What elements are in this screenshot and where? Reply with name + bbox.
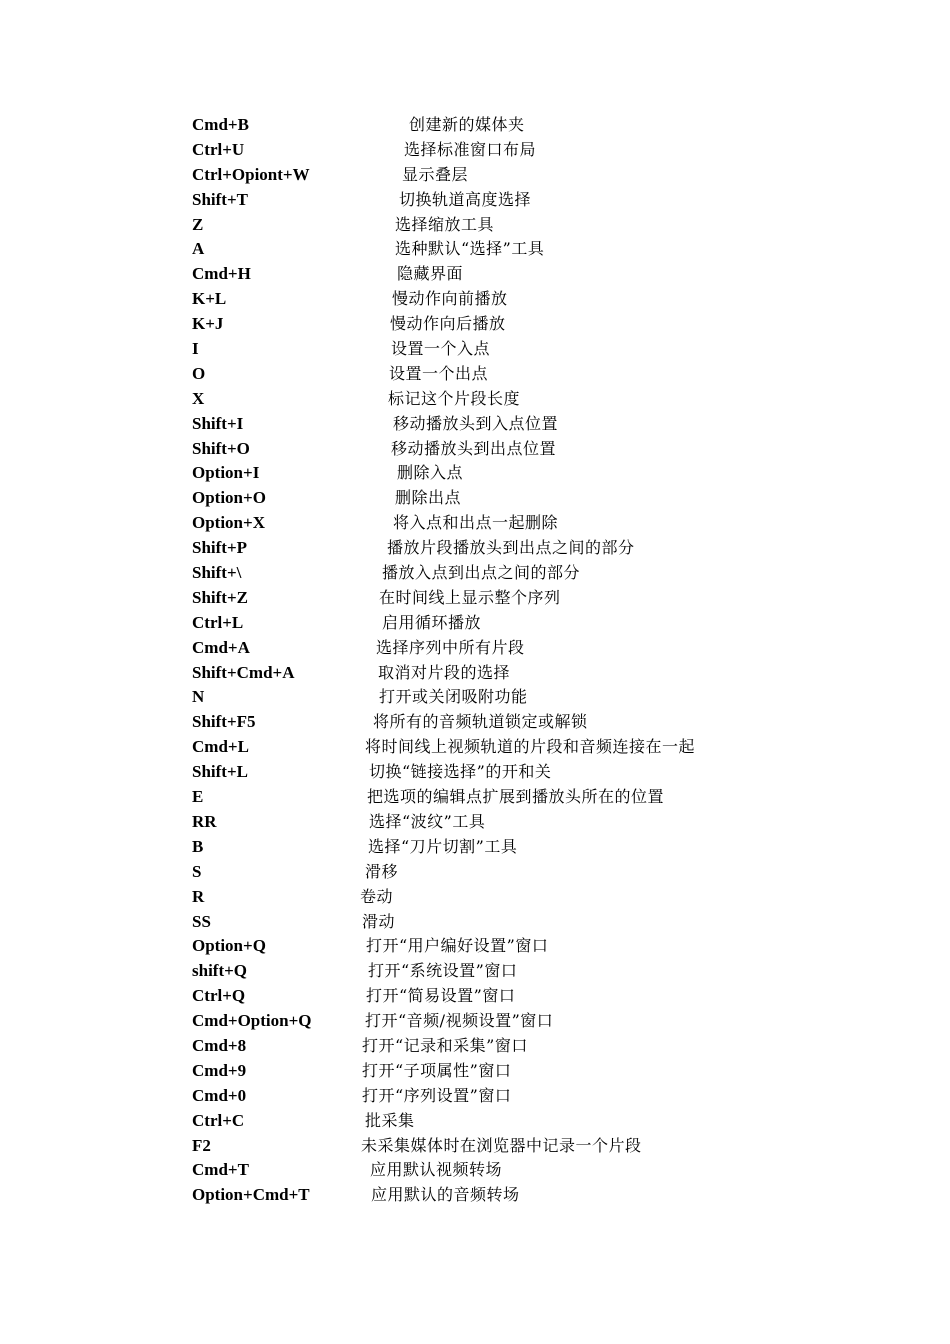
shortcut-list (0, 113, 950, 1208)
shortcut-description: 卷动 (360, 886, 394, 906)
shortcut-description: 选择“波纹”工具 (369, 811, 486, 831)
shortcut-row (0, 1034, 950, 1059)
shortcut-description: 慢动作向后播放 (390, 314, 506, 334)
shortcut-description: 应用默认的音频转场 (371, 1185, 520, 1205)
shortcut-key: Cmd+L (192, 737, 249, 757)
shortcut-key: Cmd+T (192, 1160, 249, 1180)
shortcut-description: 将所有的音频轨道锁定或解锁 (373, 712, 588, 732)
shortcut-description: 移动播放头到入点位置 (393, 413, 559, 433)
shortcut-description: 打开“系统设置”窗口 (368, 961, 518, 981)
shortcut-row (0, 1059, 950, 1084)
shortcut-row (0, 910, 950, 935)
shortcut-row (0, 785, 950, 810)
shortcut-row (0, 760, 950, 785)
shortcut-key: Ctrl+Opiont+W (192, 164, 310, 184)
shortcut-description: 打开“记录和采集”窗口 (362, 1035, 528, 1055)
shortcut-key: K+L (192, 289, 227, 309)
shortcut-key: Shift+T (192, 189, 248, 209)
shortcut-description: 选种默认“选择”工具 (395, 239, 545, 259)
shortcut-key: F2 (192, 1135, 211, 1155)
shortcut-key: Shift+O (192, 438, 250, 458)
shortcut-description: 选择序列中所有片段 (376, 637, 525, 657)
shortcut-row (0, 337, 950, 362)
shortcut-row (0, 1134, 950, 1159)
shortcut-description: 创建新的媒体夹 (409, 115, 525, 134)
shortcut-row (0, 959, 950, 984)
shortcut-key: Shift+P (192, 538, 248, 558)
shortcut-description: 打开“用户编好设置”窗口 (366, 936, 549, 956)
shortcut-row (0, 710, 950, 735)
shortcut-key: Shift+Cmd+A (192, 662, 295, 682)
shortcut-description: 播放入点到出点之间的部分 (382, 563, 581, 583)
shortcut-key: Option+X (192, 513, 265, 533)
shortcut-description: 打开或关闭吸附功能 (379, 687, 528, 707)
shortcut-key: Cmd+Option+Q (192, 1011, 312, 1031)
shortcut-key: Ctrl+C (192, 1110, 245, 1130)
shortcut-description: 切换轨道高度选择 (399, 189, 532, 209)
shortcut-key: X (192, 388, 205, 408)
shortcut-row (0, 860, 950, 885)
shortcut-key: Ctrl+U (192, 139, 245, 159)
shortcut-row (0, 1109, 950, 1134)
shortcut-key: R (192, 886, 205, 906)
shortcut-description: 未采集媒体时在浏览器中记录一个片段 (361, 1135, 642, 1155)
shortcut-key: Cmd+H (192, 264, 251, 284)
shortcut-description: 打开“音频/视频设置”窗口 (365, 1011, 554, 1031)
shortcut-description: 把选项的编辑点扩展到播放头所在的位置 (367, 787, 665, 807)
shortcut-key: RR (192, 811, 217, 831)
shortcut-row (0, 984, 950, 1009)
shortcut-key: Shift+I (192, 413, 244, 433)
shortcut-row (0, 237, 950, 262)
shortcut-row (0, 1183, 950, 1208)
shortcut-description: 设置一个入点 (391, 339, 491, 359)
shortcut-key: Cmd+A (192, 637, 250, 657)
shortcut-row (0, 113, 950, 138)
shortcut-description: 选择“刀片切割”工具 (368, 836, 518, 856)
shortcut-key: K+J (192, 314, 224, 334)
shortcut-key: Shift+Z (192, 587, 248, 607)
shortcut-description: 打开“序列设置”窗口 (362, 1085, 512, 1105)
shortcut-row (0, 934, 950, 959)
shortcut-description: 删除出点 (395, 488, 462, 508)
shortcut-row (0, 262, 950, 287)
shortcut-row (0, 437, 950, 462)
shortcut-key: S (192, 861, 202, 881)
shortcut-row (0, 636, 950, 661)
shortcut-description: 应用默认视频转场 (370, 1160, 503, 1180)
shortcut-description: 打开“子项属性”窗口 (362, 1060, 512, 1080)
shortcut-description: 将入点和出点一起删除 (393, 513, 559, 533)
shortcut-row (0, 188, 950, 213)
shortcut-key: Shift+\ (192, 563, 242, 583)
shortcut-key: E (192, 787, 204, 807)
shortcut-description: 滑移 (365, 861, 399, 881)
shortcut-key: Ctrl+L (192, 612, 244, 632)
shortcut-description: 设置一个出点 (389, 363, 489, 383)
shortcut-row (0, 312, 950, 337)
shortcut-description: 将时间线上视频轨道的片段和音频连接在一起 (365, 737, 696, 757)
shortcut-row (0, 1158, 950, 1183)
shortcut-description: 启用循环播放 (382, 612, 482, 632)
shortcut-description: 取消对片段的选择 (378, 662, 511, 682)
shortcut-key: Cmd+9 (192, 1060, 247, 1080)
shortcut-description: 慢动作向前播放 (392, 289, 508, 309)
shortcut-key: SS (192, 911, 211, 931)
shortcut-description: 批采集 (365, 1110, 415, 1130)
shortcut-description: 选择缩放工具 (395, 214, 495, 234)
shortcut-key: Ctrl+Q (192, 986, 246, 1006)
shortcut-row (0, 163, 950, 188)
shortcut-key: Cmd+8 (192, 1035, 247, 1055)
shortcut-row (0, 536, 950, 561)
shortcut-key: Cmd+B (192, 115, 249, 134)
shortcut-key: Option+Q (192, 936, 266, 956)
shortcut-key: Z (192, 214, 204, 234)
shortcut-key: Option+I (192, 463, 260, 483)
shortcut-key: Shift+L (192, 762, 248, 782)
shortcut-row (0, 611, 950, 636)
shortcut-row (0, 387, 950, 412)
shortcut-row (0, 412, 950, 437)
shortcut-row (0, 810, 950, 835)
shortcut-key: shift+Q (192, 961, 248, 981)
shortcut-key: Shift+F5 (192, 712, 256, 732)
shortcut-key: B (192, 836, 204, 856)
shortcut-key: N (192, 687, 205, 707)
shortcut-row (0, 885, 950, 910)
shortcut-row (0, 138, 950, 163)
shortcut-row (0, 461, 950, 486)
shortcut-row (0, 1009, 950, 1034)
shortcut-description: 显示叠层 (402, 164, 469, 184)
shortcut-key: I (192, 339, 199, 359)
shortcut-row (0, 661, 950, 686)
shortcut-description: 打开“简易设置”窗口 (366, 986, 516, 1006)
shortcut-description: 隐藏界面 (397, 264, 464, 284)
shortcut-row (0, 511, 950, 536)
shortcut-key: A (192, 239, 205, 259)
shortcut-row (0, 1084, 950, 1109)
shortcut-row (0, 362, 950, 387)
shortcut-row (0, 586, 950, 611)
shortcut-key: Cmd+0 (192, 1085, 247, 1105)
shortcut-row (0, 685, 950, 710)
shortcut-key: O (192, 363, 206, 383)
shortcut-description: 标记这个片段长度 (388, 388, 521, 408)
shortcut-row (0, 486, 950, 511)
shortcut-description: 在时间线上显示整个序列 (379, 587, 561, 607)
shortcut-row (0, 287, 950, 312)
shortcut-description: 切换“链接选择”的开和关 (369, 762, 552, 782)
shortcut-key: Option+Cmd+T (192, 1185, 310, 1205)
shortcut-description: 删除入点 (397, 463, 464, 483)
shortcut-row (0, 835, 950, 860)
shortcut-row (0, 735, 950, 760)
shortcut-row (0, 561, 950, 586)
shortcut-description: 滑动 (362, 911, 396, 931)
shortcut-description: 播放片段播放头到出点之间的部分 (387, 538, 635, 558)
shortcut-description: 移动播放头到出点位置 (391, 438, 557, 458)
shortcut-key: Option+O (192, 488, 266, 508)
shortcut-row (0, 213, 950, 238)
shortcut-description: 选择标准窗口布局 (404, 139, 537, 159)
